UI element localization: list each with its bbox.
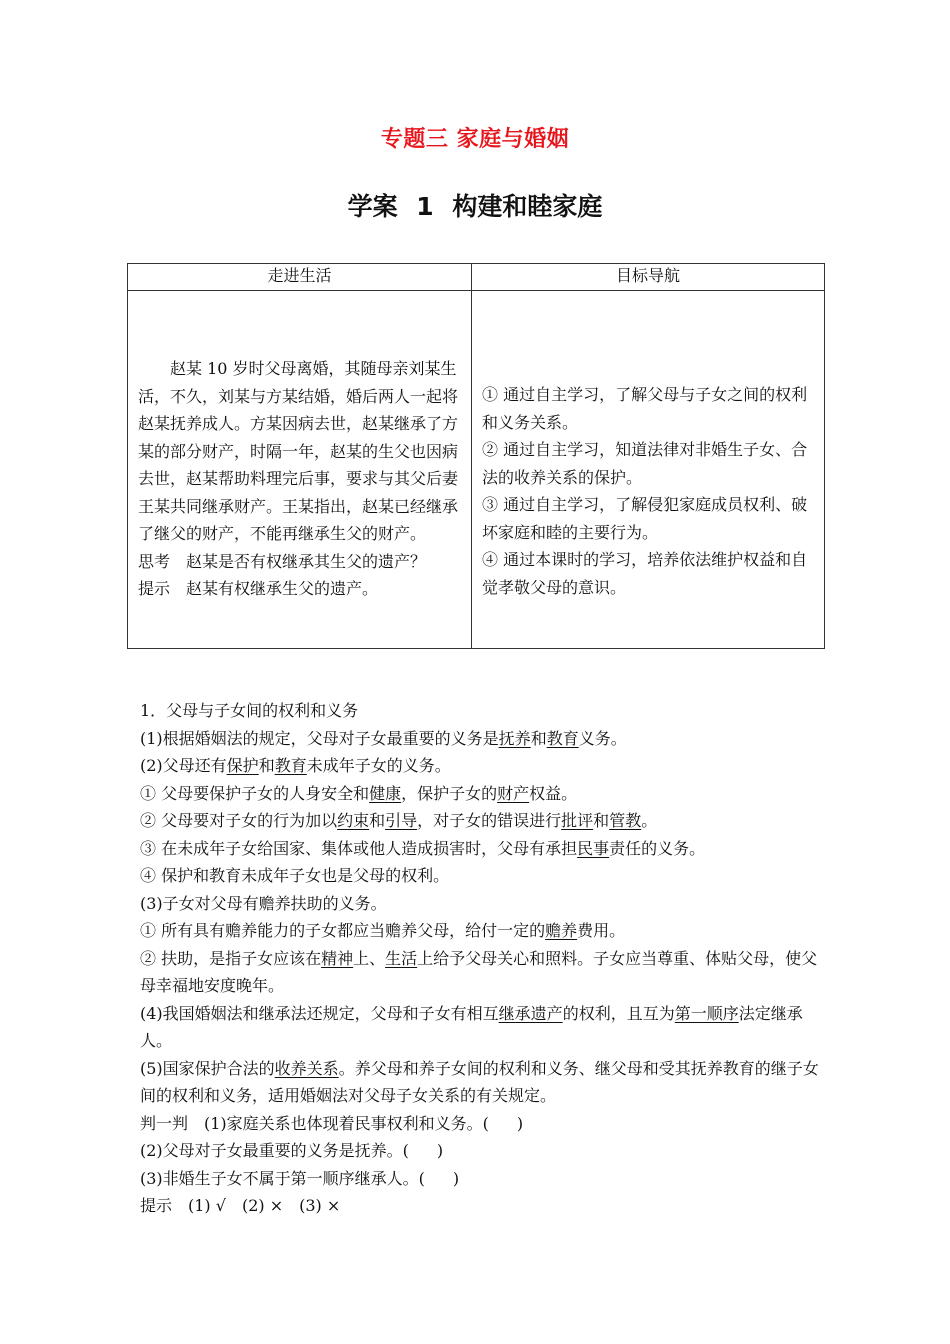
goals-cell: [472, 291, 825, 649]
paragraph: (1)根据婚姻法的规定，父母对子女最重要的义务是抚养和教育义务。: [140, 728, 627, 748]
judge-item: (2)父母对子女最重要的义务是抚养。( ): [140, 1141, 444, 1160]
key-term: 管教: [609, 811, 642, 830]
key-term: 引导: [385, 811, 418, 830]
key-term: 赡养: [545, 921, 578, 940]
paragraph: (5)国家保护合法的收养关系。养父母和养子女间的权利和义务、继父母和受其抚养教育的继子女间的权利和义务，适用婚姻法对父母子女关系的有关规定。: [140, 1058, 819, 1105]
key-term: 约束: [337, 811, 370, 830]
header-goals: 目标导航: [472, 264, 825, 291]
paragraph: (4)我国婚姻法和继承法还规定，父母和子女有相互继承遗产的权利，且互为第一顺序法定继承人。: [140, 1003, 803, 1050]
paragraph: (2)父母还有保护和教育未成年子女的义务。: [140, 756, 451, 775]
key-term: 保护: [226, 756, 259, 775]
judge-item: (3)非婚生子女不属于第一顺序继承人。( ): [140, 1168, 460, 1188]
key-term: 健康: [369, 783, 402, 803]
goal-item: ④ 通过本课时的学习，培养依法维护权益和自觉孝敬父母的意识。: [482, 550, 808, 597]
answer-hint: 提示 (1) √ (2) × (3) ×: [140, 1196, 341, 1215]
section-heading: 1．父母与子女间的权利和义务: [140, 701, 359, 720]
key-term: 生活: [385, 948, 418, 968]
key-term: 教育: [546, 728, 579, 748]
header-life: 走进生活: [128, 264, 472, 291]
topic-title: 专题三 家庭与婚姻: [380, 127, 570, 152]
key-term: 抚养: [498, 728, 531, 748]
goal-item: ① 通过自主学习，了解父母与子女之间的权利和义务关系。: [482, 385, 808, 432]
paragraph: ③ 在未成年子女给国家、集体或他人造成损害时，父母有承担民事责任的义务。: [140, 838, 706, 858]
judge-item: 判一判 (1)家庭关系也体现着民事权利和义务。( ): [140, 1113, 524, 1133]
key-term: 教育: [274, 756, 307, 775]
think-text: 思考 赵某是否有权继承其生父的遗产？: [138, 551, 427, 571]
paragraph: (3)子女对父母有赡养扶助的义务。: [140, 893, 387, 913]
paragraph: ① 所有具有赡养能力的子女都应当赡养父母，给付一定的赡养费用。: [140, 921, 626, 940]
key-term: 批评: [561, 811, 594, 830]
paragraph: ② 父母要对子女的行为加以约束和引导，对子女的错误进行批评和管教。: [140, 811, 658, 830]
key-term: 收养关系: [274, 1058, 339, 1078]
life-cell: [128, 291, 472, 649]
goal-item: ② 通过自主学习，知道法律对非婚生子女、合法的收养关系的保护。: [482, 440, 808, 487]
key-term: 精神: [321, 948, 354, 968]
intro-table: [127, 263, 825, 649]
paragraph: ① 父母要保护子女的人身安全和健康，保护子女的财产权益。: [140, 783, 578, 803]
paragraph: ② 扶助，是指子女应该在精神上、生活上给予父母关心和照料。子女应当尊重、体贴父母，使父母幸福地安度晚年。: [140, 948, 818, 995]
goal-item: ③ 通过自主学习，了解侵犯家庭成员权利、破坏家庭和睦的主要行为。: [482, 495, 808, 542]
key-term: 第一顺序: [674, 1003, 739, 1023]
story-text: 赵某 10 岁时父母离婚，其随母亲刘某生活，不久，刘某与方某结婚，婚后两人一起将赵某抚养成人。方某因病去世，赵某继承了方某的部分财产，时隔一年，赵某的生父也因病去世，赵某帮助料理完后事，要求与其父后妻王某共同继承财产。王某指出，赵某已经继承了继父的财产，不能再继承生父的财产。: [138, 359, 459, 543]
key-term: 民事: [577, 838, 610, 858]
paragraph: ④ 保护和教育未成年子女也是父母的权利。: [140, 866, 450, 885]
lesson-title: 学案 1 构建和睦家庭: [347, 192, 603, 221]
content-section: [140, 697, 825, 1220]
hint-text: 提示 赵某有权继承生父的遗产。: [138, 579, 379, 598]
key-term: 财产: [497, 783, 530, 803]
key-term: 继承遗产: [498, 1003, 563, 1023]
